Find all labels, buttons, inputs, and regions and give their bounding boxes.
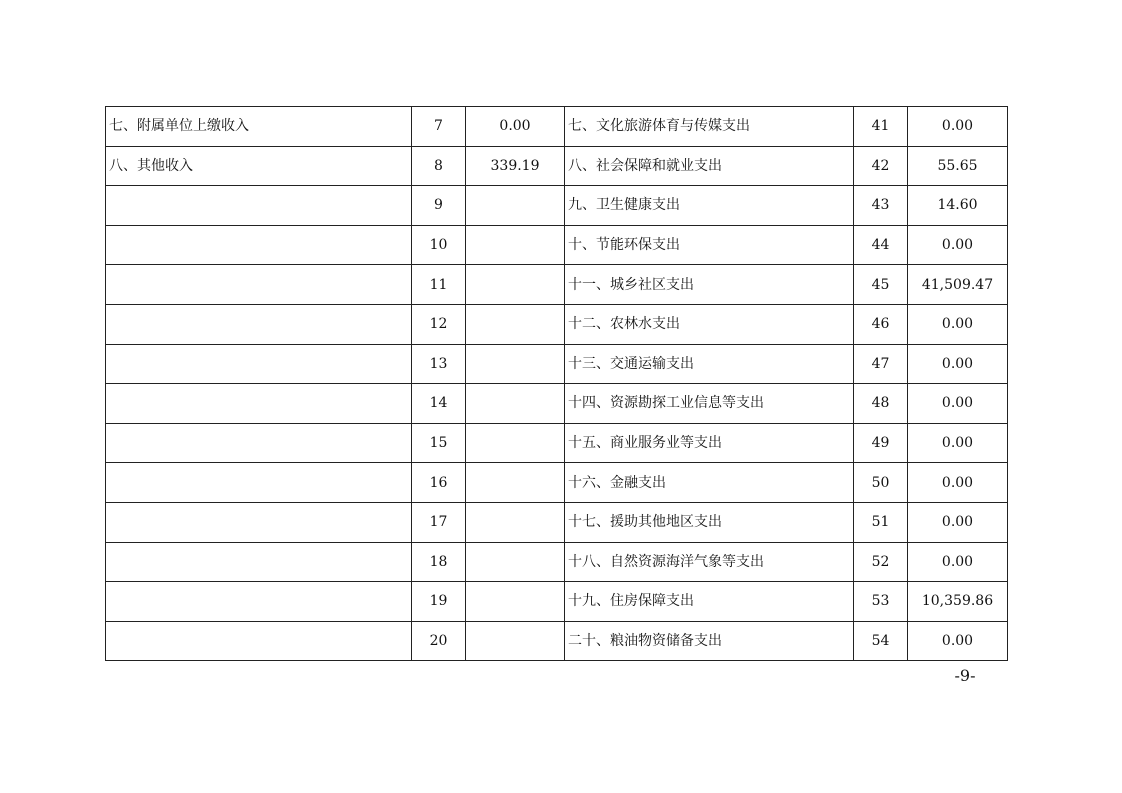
income-amount-cell	[466, 463, 565, 503]
income-amount-cell	[466, 423, 565, 463]
income-line-number-cell: 15	[412, 423, 466, 463]
expense-item-cell: 十一、城乡社区支出	[565, 265, 854, 305]
expense-line-number-cell: 50	[854, 463, 908, 503]
expense-line-number-cell: 46	[854, 304, 908, 344]
income-item-cell	[106, 186, 412, 226]
expense-amount-cell: 0.00	[908, 304, 1008, 344]
income-line-number-cell: 11	[412, 265, 466, 305]
expense-line-number-cell: 48	[854, 384, 908, 424]
table-row	[106, 542, 1008, 582]
income-amount-cell: 339.19	[466, 146, 565, 186]
income-line-number-cell: 10	[412, 225, 466, 265]
table-row	[106, 621, 1008, 661]
expense-item-cell: 十三、交通运输支出	[565, 344, 854, 384]
expense-amount-cell: 0.00	[908, 384, 1008, 424]
expense-amount-cell: 0.00	[908, 344, 1008, 384]
income-amount-cell	[466, 225, 565, 265]
expense-item-cell: 九、卫生健康支出	[565, 186, 854, 226]
expense-item-cell: 七、文化旅游体育与传媒支出	[565, 107, 854, 147]
expense-item-cell: 十六、金融支出	[565, 463, 854, 503]
expense-line-number-cell: 43	[854, 186, 908, 226]
income-amount-cell: 0.00	[466, 107, 565, 147]
table-row	[106, 344, 1008, 384]
expense-line-number-cell: 41	[854, 107, 908, 147]
table-row	[106, 384, 1008, 424]
expense-line-number-cell: 42	[854, 146, 908, 186]
income-item-cell	[106, 542, 412, 582]
expense-item-cell: 十七、援助其他地区支出	[565, 502, 854, 542]
expense-line-number-cell: 49	[854, 423, 908, 463]
expense-line-number-cell: 53	[854, 582, 908, 622]
income-item-cell	[106, 265, 412, 305]
income-amount-cell	[466, 582, 565, 622]
income-amount-cell	[466, 186, 565, 226]
expense-line-number-cell: 54	[854, 621, 908, 661]
table-row	[106, 265, 1008, 305]
income-line-number-cell: 17	[412, 502, 466, 542]
expense-item-cell: 十八、自然资源海洋气象等支出	[565, 542, 854, 582]
income-item-cell	[106, 423, 412, 463]
expense-line-number-cell: 44	[854, 225, 908, 265]
income-line-number-cell: 18	[412, 542, 466, 582]
income-item-cell	[106, 225, 412, 265]
expense-amount-cell: 0.00	[908, 502, 1008, 542]
income-line-number-cell: 20	[412, 621, 466, 661]
income-line-number-cell: 12	[412, 304, 466, 344]
income-amount-cell	[466, 344, 565, 384]
income-item-cell: 七、附属单位上缴收入	[106, 107, 412, 147]
income-amount-cell	[466, 502, 565, 542]
income-amount-cell	[466, 542, 565, 582]
expense-amount-cell: 0.00	[908, 463, 1008, 503]
income-line-number-cell: 16	[412, 463, 466, 503]
expense-item-cell: 十四、资源勘探工业信息等支出	[565, 384, 854, 424]
income-amount-cell	[466, 304, 565, 344]
income-amount-cell	[466, 621, 565, 661]
expense-item-cell: 二十、粮油物资储备支出	[565, 621, 854, 661]
table-row	[106, 225, 1008, 265]
table-row	[106, 107, 1008, 147]
income-item-cell	[106, 344, 412, 384]
expense-line-number-cell: 51	[854, 502, 908, 542]
income-line-number-cell: 8	[412, 146, 466, 186]
income-line-number-cell: 13	[412, 344, 466, 384]
table-row	[106, 463, 1008, 503]
expense-amount-cell: 14.60	[908, 186, 1008, 226]
expense-amount-cell: 0.00	[908, 423, 1008, 463]
expense-amount-cell: 0.00	[908, 542, 1008, 582]
page-number: -9-	[954, 666, 976, 685]
budget-table	[105, 106, 1008, 661]
income-line-number-cell: 7	[412, 107, 466, 147]
table-row	[106, 582, 1008, 622]
income-amount-cell	[466, 265, 565, 305]
income-line-number-cell: 19	[412, 582, 466, 622]
expense-amount-cell: 0.00	[908, 107, 1008, 147]
table-row	[106, 304, 1008, 344]
table-row	[106, 146, 1008, 186]
expense-amount-cell: 10,359.86	[908, 582, 1008, 622]
income-item-cell	[106, 582, 412, 622]
expense-amount-cell: 0.00	[908, 225, 1008, 265]
income-line-number-cell: 9	[412, 186, 466, 226]
table-row	[106, 186, 1008, 226]
income-item-cell	[106, 384, 412, 424]
income-item-cell	[106, 502, 412, 542]
expense-line-number-cell: 45	[854, 265, 908, 305]
expense-item-cell: 八、社会保障和就业支出	[565, 146, 854, 186]
table-row	[106, 423, 1008, 463]
expense-item-cell: 十九、住房保障支出	[565, 582, 854, 622]
expense-line-number-cell: 47	[854, 344, 908, 384]
income-item-cell	[106, 463, 412, 503]
table-row	[106, 502, 1008, 542]
income-item-cell: 八、其他收入	[106, 146, 412, 186]
expense-item-cell: 十二、农林水支出	[565, 304, 854, 344]
income-amount-cell	[466, 384, 565, 424]
expense-amount-cell: 41,509.47	[908, 265, 1008, 305]
expense-item-cell: 十五、商业服务业等支出	[565, 423, 854, 463]
income-item-cell	[106, 304, 412, 344]
expense-item-cell: 十、节能环保支出	[565, 225, 854, 265]
income-line-number-cell: 14	[412, 384, 466, 424]
expense-amount-cell: 0.00	[908, 621, 1008, 661]
expense-amount-cell: 55.65	[908, 146, 1008, 186]
expense-line-number-cell: 52	[854, 542, 908, 582]
income-item-cell	[106, 621, 412, 661]
